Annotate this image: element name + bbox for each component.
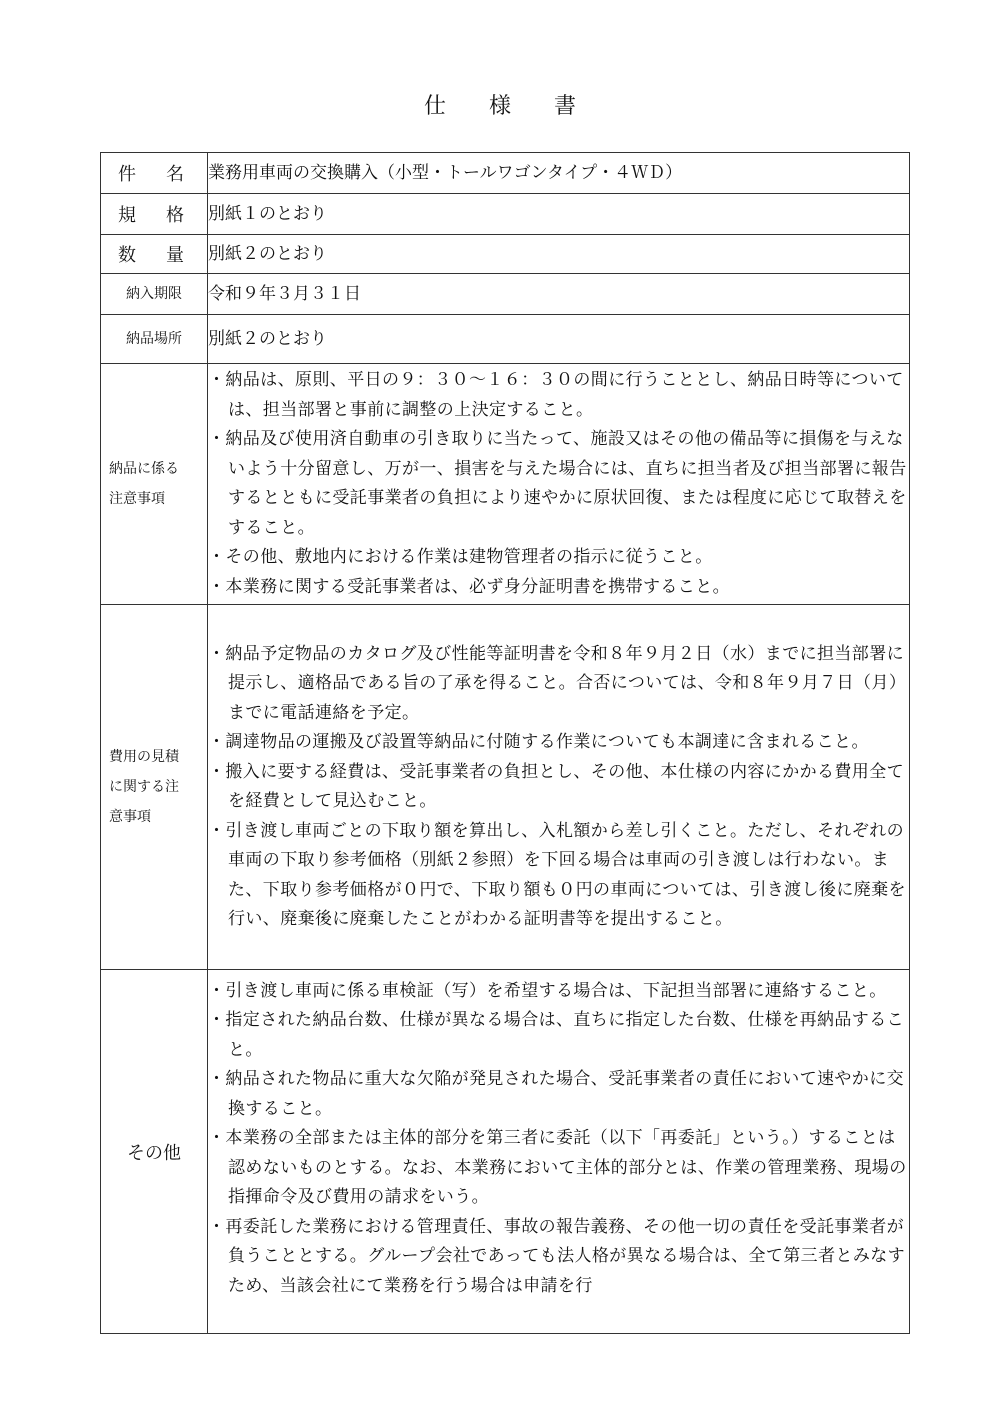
label-spec: 規 格 bbox=[101, 194, 208, 235]
label-delivery-notes bbox=[101, 364, 208, 605]
value-place: 別紙２のとおり bbox=[208, 315, 910, 364]
row-estimate-notes bbox=[101, 605, 910, 970]
value-quantity: 別紙２のとおり bbox=[208, 235, 910, 274]
list-item: ・調達物品の運搬及び設置等納品に付随する作業についても本調達に含まれること。 bbox=[208, 732, 869, 752]
value-deadline: 令和９年３月３１日 bbox=[208, 274, 910, 315]
value-other bbox=[208, 970, 910, 1334]
delivery-notes-list bbox=[208, 364, 909, 604]
list-item: ・指定された納品台数、仕様が異なる場合は、直ちに指定した台数、仕様を再納品すること。 bbox=[208, 1010, 904, 1060]
label-quantity: 数 量 bbox=[101, 235, 208, 274]
estimate-notes-list bbox=[208, 638, 909, 937]
label-place: 納品場所 bbox=[101, 315, 208, 364]
list-item: ・納品は、原則、平日の９：３０～１６：３０の間に行うこととし、納品日時等については、担当部署と事前に調整の上決定すること。 bbox=[208, 370, 904, 420]
list-item: ・引き渡し車両ごとの下取り額を算出し、入札額から差し引くこと。ただし、それぞれの車両の下取り参考価格（別紙２参照）を下回る場合は車両の引き渡しは行わない。また、下取り参考価格が０円で、下取り額も０円の車両については、引き渡し後に廃棄を行い、廃棄後に廃棄したことがわかる証明書等を提出すること。 bbox=[208, 820, 906, 929]
value-delivery-notes bbox=[208, 364, 910, 605]
label-estimate-notes-line2: に関する注 bbox=[109, 779, 179, 795]
value-estimate-notes bbox=[208, 605, 910, 970]
label-delivery-notes-line2: 注意事項 bbox=[109, 491, 165, 507]
row-place bbox=[101, 315, 910, 364]
other-notes-list bbox=[208, 975, 909, 1304]
page-title: 仕 様 書 bbox=[424, 94, 594, 119]
other-notes-clip bbox=[208, 975, 909, 1329]
list-item: ・その他、敷地内における作業は建物管理者の指示に従うこと。 bbox=[208, 547, 713, 567]
label-estimate-notes bbox=[101, 605, 208, 970]
list-item: ・納品予定物品のカタログ及び性能等証明書を令和８年９月２日（水）までに担当部署に提示し、適格品である旨の了承を得ること。合否については、令和８年９月７日（月）までに電話連絡を予定。 bbox=[208, 643, 907, 723]
label-delivery-notes-line1: 納品に係る bbox=[109, 461, 179, 477]
list-item: ・再委託した業務における管理責任、事故の報告義務、その他一切の責任を受託事業者が負うこととする。グループ会社であっても法人格が異なる場合は、全て第三者とみなすため、当該会社にて業務を行う場合は申請を行 bbox=[208, 1216, 906, 1296]
list-item: ・納品された物品に重大な欠陥が発見された場合、受託事業者の責任において速やかに交換すること。 bbox=[208, 1069, 904, 1119]
label-estimate-notes-line3: 意事項 bbox=[109, 809, 151, 825]
row-spec bbox=[101, 194, 910, 235]
value-subject: 業務用車両の交換購入（小型・トールワゴンタイプ・４ＷＤ） bbox=[208, 153, 910, 194]
label-deadline: 納入期限 bbox=[101, 274, 208, 315]
row-quantity bbox=[101, 235, 910, 274]
spec-table bbox=[100, 152, 910, 1334]
list-item: ・納品及び使用済自動車の引き取りに当たって、施設又はその他の備品等に損傷を与えないよう十分留意し、万が一、損害を与えた場合には、直ちに担当者及び担当部署に報告するとともに受託事業者の負担により速やかに原状回復、または程度に応じて取替えをすること。 bbox=[208, 429, 907, 538]
list-item: ・搬入に要する経費は、受託事業者の負担とし、その他、本仕様の内容にかかる費用全てを経費として見込むこと。 bbox=[208, 761, 904, 811]
label-subject: 件 名 bbox=[101, 153, 208, 194]
value-spec: 別紙１のとおり bbox=[208, 194, 910, 235]
list-item: ・本業務に関する受託事業者は、必ず身分証明書を携帯すること。 bbox=[208, 576, 730, 597]
label-estimate-notes-line1: 費用の見積 bbox=[109, 749, 179, 765]
row-other bbox=[101, 970, 910, 1334]
list-item: ・引き渡し車両に係る車検証（写）を希望する場合は、下記担当部署に連絡すること。 bbox=[208, 980, 887, 1001]
row-delivery-notes bbox=[101, 364, 910, 605]
list-item: ・本業務の全部または主体的部分を第三者に委託（以下「再委託」という。）することは認めないものとする。なお、本業務において主体的部分とは、作業の管理業務、現場の指揮命令及び費用の請求をいう。 bbox=[208, 1128, 907, 1207]
row-deadline bbox=[101, 274, 910, 315]
label-other: その他 bbox=[101, 970, 208, 1334]
row-subject bbox=[101, 153, 910, 194]
